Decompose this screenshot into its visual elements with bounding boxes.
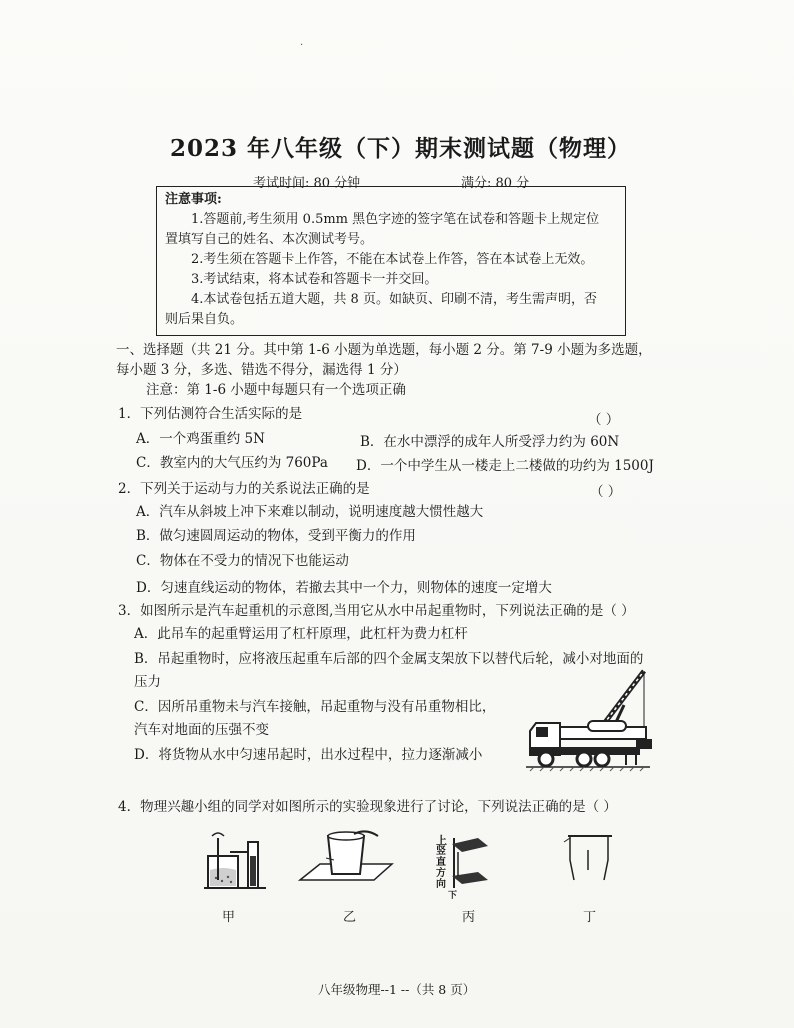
figure-label-ding: 丁 xyxy=(583,910,597,925)
full-score: 满分: 80 分 xyxy=(461,176,530,191)
option: D．一个中学生从一楼走上二楼做的功约为 1500J xyxy=(356,458,654,474)
notice-box xyxy=(156,186,626,336)
option: A．一个鸡蛋重约 5N xyxy=(136,431,265,447)
notice-item: 4.本试卷包括五道大题，共 8 页。如缺页、印刷不清，考生需声明，否 xyxy=(191,292,597,307)
notice-item: 1.答题前,考生须用 0.5mm 黑色字迹的签字笔在试卷和答题卡上规定位 xyxy=(191,212,600,227)
option: C．教室内的大气压约为 760Pa xyxy=(136,455,328,471)
figure-ding-paper xyxy=(560,830,620,890)
option: B．在水中漂浮的成年人所受浮力约为 60N xyxy=(360,434,620,450)
option: A．汽车从斜坡上冲下来难以制动，说明速度越大惯性越大 xyxy=(136,504,484,520)
figure-jia-manometer xyxy=(200,830,270,892)
notice-item: 3.考试结束，将本试卷和答题卡一并交回。 xyxy=(191,272,438,287)
section-heading: 每小题 3 分，多选、错选不得分，漏选得 1 分） xyxy=(116,362,407,378)
figure-label-bing: 丙 xyxy=(462,910,476,925)
question-stem: 1．下列估测符合生活实际的是 xyxy=(118,406,303,422)
section-note: 注意：第 1-6 小题中每题只有一个选项正确 xyxy=(146,382,406,398)
notice-heading: 注意事项: xyxy=(165,192,222,207)
page-footer: 八年级物理--1 --（共 8 页） xyxy=(318,982,476,997)
exam-time: 考试时间: 80 分钟 xyxy=(253,176,361,191)
arrow-label-mid: 竖直方向 xyxy=(436,846,446,890)
option: B．吊起重物时，应将液压起重车后部的四个金属支架放下以替代后轮，减小对地面的 xyxy=(134,651,644,667)
option: A．此吊车的起重臂运用了杠杆原理，此杠杆为费力杠杆 xyxy=(134,626,468,642)
option: 汽车对地面的压强不变 xyxy=(134,722,269,738)
question-stem: 3．如图所示是汽车起重机的示意图,当用它从水中吊起重物时，下列说法正确的是（ ） xyxy=(118,603,635,619)
figure-label-yi: 乙 xyxy=(343,910,357,925)
arrow-label-top: 上 xyxy=(436,834,447,847)
option: D．匀速直线运动的物体，若撤去其中一个力，则物体的速度一定增大 xyxy=(136,580,552,596)
option: D．将货物从水中匀速吊起时，出水过程中，拉力逐渐减小 xyxy=(134,747,483,763)
notice-item: 置填写自己的姓名、本次测试考号。 xyxy=(165,232,374,247)
notice-item: 则后果自负。 xyxy=(165,312,244,327)
answer-paren: （ ） xyxy=(588,412,620,428)
question-stem: 2．下列关于运动与力的关系说法正确的是 xyxy=(118,481,370,497)
figure-label-jia: 甲 xyxy=(222,910,236,925)
option: B．做匀速圆周运动的物体，受到平衡力的作用 xyxy=(136,528,416,544)
top-dot: · xyxy=(300,40,304,51)
crane-truck-figure xyxy=(526,665,662,777)
section-heading: 一、选择题（共 21 分。其中第 1-6 小题为单选题，每小题 2 分。第 7-9 小题为多选题， xyxy=(116,342,652,358)
option: C．物体在不受力的情况下也能运动 xyxy=(136,553,349,569)
notice-item: 2.考生须在答题卡上作答，不能在本试卷上作答，答在本试卷上无效。 xyxy=(191,252,594,267)
page-title: 2023 年八年级（下）期末测试题（物理） xyxy=(170,135,632,162)
option: C．因所吊重物未与汽车接触，吊起重物与没有吊重物相比， xyxy=(134,699,496,715)
figure-yi-cup-on-board xyxy=(296,830,396,892)
option: 压力 xyxy=(134,674,161,690)
answer-paren: （ ） xyxy=(590,484,622,500)
arrow-label-bottom: 下 xyxy=(448,891,458,901)
question-stem: 4．物理兴趣小组的同学对如图所示的实验现象进行了讨论，下列说法正确的是（ ） xyxy=(118,799,617,815)
